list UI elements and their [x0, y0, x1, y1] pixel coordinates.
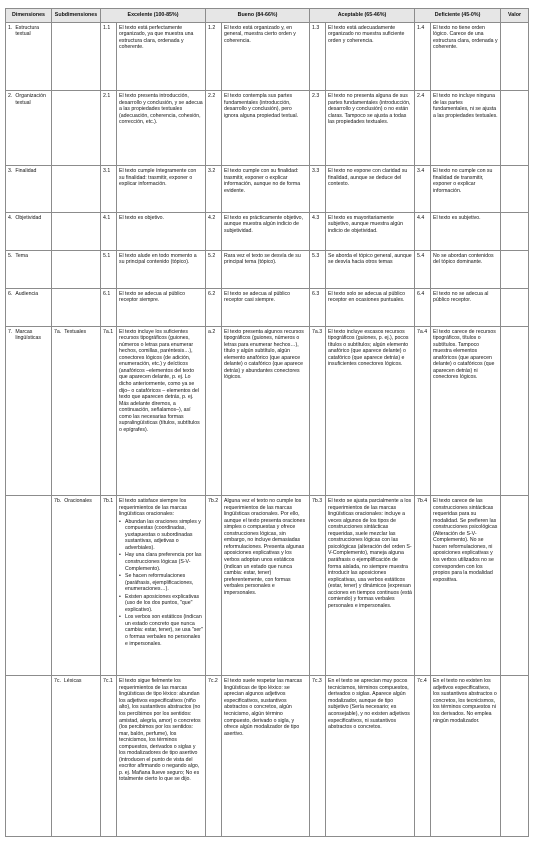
deficiente-text: El texto no cumple con su finalidad de transmitir, exponer o explicar información. [431, 165, 501, 212]
bueno-code: 5.2 [206, 250, 222, 288]
bueno-text: Alguna vez el texto no cumple los requerimientos de las marcas lingüísticas oracionales. Por ello, aunque el texto presenta oraciones simples o compuestas y ofrece construcciones lógicas, sin embargo, no incluye demasiadas reformulaciones. Presenta algunas aposiciones explicativas y los verbos adoptan unos estáticos (indican un estado que nunca cambia: estar, tener) preferentemente, con formas verbales personales e impersonales. [222, 496, 310, 676]
dimension-number: 6. [8, 290, 13, 297]
deficiente-code: 1.4 [415, 22, 431, 90]
excelente-text: El texto incluye los suficientes recursos tipográficos (guiones, números o letras para enumerar hechos, comillas, paréntesis…), conectores lógicos (de adición, enumeración, etc.) y deícticos (anafóricos –elementos del texto que aparecen delante, p. ej. Lo dicho anteriormente, como ya se dijo– o catafóricos – elementos del texto que aparecen detrás, p. ej. Más adelante diremos, a continuación, señalamos–), así como las necesarias formas supralingüísticas (títulos, subtítulos o epígrafes). [117, 326, 206, 495]
dimension-cell [6, 326, 52, 495]
deficiente-code: 3.4 [415, 165, 431, 212]
header-valor: Valor [501, 9, 529, 23]
subdimension-label: Oracionales [64, 498, 92, 505]
aceptable-code: 7c.3 [310, 676, 326, 837]
aceptable-code: 4.3 [310, 212, 326, 250]
subdimension-number: 7a. [54, 328, 62, 335]
bueno-code: a.2 [206, 326, 222, 495]
bueno-code: 7b.2 [206, 496, 222, 676]
deficiente-text: El texto no incluye ninguna de las partes fundamentales, ni se ajusta a las propiedades textuales. [431, 91, 501, 166]
valor-cell[interactable] [501, 288, 529, 326]
bullet-icon: • [119, 593, 121, 600]
excelente-code: 2.1 [101, 91, 117, 166]
excelente-code: 5.1 [101, 250, 117, 288]
subdimension-number: 7b. [54, 498, 62, 505]
valor-cell[interactable] [501, 91, 529, 166]
table-row [6, 165, 529, 212]
table-row [6, 326, 529, 495]
bueno-text: El texto está organizado y, en general, muestra cierto orden y coherencia. [222, 22, 310, 90]
dimension-label: Marcas lingüísticas [15, 328, 41, 342]
header-dimensiones: Dimensiones [6, 9, 52, 23]
excelente-code: 6.1 [101, 288, 117, 326]
subdimension-label: Textuales [64, 328, 87, 335]
aceptable-code: 6.3 [310, 288, 326, 326]
dimension-label: Objetividad [15, 214, 42, 221]
excelente-code: 7c.1 [101, 676, 117, 837]
deficiente-text: El texto carece de las construcciones sintácticas requeridas para su modalidad. Se prefieren las construcciones psicológicas (Alteración de S-V-Complemento). No se hacen reformulaciones, ni aposiciones explicativas y los verbos utilizados no se corresponden con los propios para la modalidad expositiva. [431, 496, 501, 676]
aceptable-text: El texto incluye escasos recursos tipográficos (guiones, p. ej.), pocos títulos o subtítulos; algún elemento anafórico (que aparece delante) o catafórico (que aparece detrás) e insuficientes conectores lógicos. [326, 326, 415, 495]
valor-cell[interactable] [501, 250, 529, 288]
dimension-number: 3. [8, 167, 13, 174]
table-row [6, 496, 529, 676]
subdimension-cell [52, 212, 101, 250]
excelente-text: El texto alude en todo momento a su principal contenido (tópico). [117, 250, 206, 288]
bullet-list [119, 519, 203, 647]
dimension-cell [6, 676, 52, 837]
excelente-code: 7b.1 [101, 496, 117, 676]
deficiente-code: 7b.4 [415, 496, 431, 676]
deficiente-code: 5.4 [415, 250, 431, 288]
subdimension-cell [52, 326, 101, 495]
list-item [119, 594, 203, 614]
list-item [119, 614, 203, 647]
list-item-text: Existen aposiciones explicativas (uso de los dos puntos, "que" explicativo). [125, 593, 200, 613]
deficiente-text: El texto carece de recursos tipográficos, títulos o subtítulos. Tampoco muestra elementos anafóricos (que aparecen delante) o catafóricos (que aparecen detrás) ni conectores lógicos. [431, 326, 501, 495]
excelente-text: El texto sigue fielmente los requerimientos de las marcas lingüísticas de tipo léxico: abundan los adjetivos especificativos (niño alto), los sustantivos abstractos (no los percibimos por los sentidos: amistad, alegría, amor) o concretos (los percibimos por los sentidos: mar, balón, perfume), los tecnicismos, los términos compuestos, derivados o siglas y los modalizadores de tipo asertivo (introducen el punto de vista del escritor afirmando o negando algo, p. ej. Mañana llueve seguro; No es totalmente cierto lo que se dijo. [117, 676, 206, 837]
deficiente-code: 4.4 [415, 212, 431, 250]
aceptable-code: 3.3 [310, 165, 326, 212]
aceptable-code: 7a.3 [310, 326, 326, 495]
aceptable-text: El texto solo se adecua al público receptor en ocasiones puntuales. [326, 288, 415, 326]
deficiente-text: En el texto no existen los adjetivos especificativos, los sustantivos abstractos o concretos, los tecnicismos, los términos compuestos ni los derivados. No emplea ningún modalizador. [431, 676, 501, 837]
bueno-code: 7c.2 [206, 676, 222, 837]
dimension-cell [6, 288, 52, 326]
excelente-text: El texto se adecua al público receptor siempre. [117, 288, 206, 326]
deficiente-text: No se abordan contenidos del tópico dominante. [431, 250, 501, 288]
subdimension-cell [52, 91, 101, 166]
table-row [6, 250, 529, 288]
valor-cell[interactable] [501, 22, 529, 90]
subdimension-label: Léxicas [63, 678, 82, 685]
bueno-text: El texto es prácticamente objetivo, aunque muestra algún indicio de subjetividad. [222, 212, 310, 250]
aceptable-text: El texto está adecuadamente organizado no muestra suficiente orden y coherencia. [326, 22, 415, 90]
dimension-cell [6, 165, 52, 212]
dimension-number: 1. [8, 24, 13, 31]
bueno-text: El texto se adecua al público receptor casi siempre. [222, 288, 310, 326]
subdimension-number: 7c. [54, 678, 61, 685]
table-row [6, 676, 529, 837]
dimension-cell [6, 22, 52, 90]
header-excelente: Excelente (100-85%) [101, 9, 206, 23]
deficiente-text: El texto no tiene orden lógico. Carece de una estructura clara, ordenada y coherente. [431, 22, 501, 90]
subdimension-cell [52, 676, 101, 837]
excelente-text: El texto es objetivo. [117, 212, 206, 250]
excelente-text-cell [117, 496, 206, 676]
dimension-number: 2. [8, 93, 13, 100]
valor-cell[interactable] [501, 326, 529, 495]
bueno-text: El texto contempla sus partes fundamentales (introducción, desarrollo y conclusión), pero ignora alguna propiedad textual. [222, 91, 310, 166]
evaluation-rubric-table [5, 8, 529, 837]
list-item-text: Abundan las oraciones simples y compuestas (coordinadas, yuxtapuestas o subordinadas sustantivas, adjetivas o adverbiales). [125, 518, 201, 551]
header-aceptable: Aceptable (65-46%) [310, 9, 415, 23]
header-bueno: Bueno (84-66%) [206, 9, 310, 23]
bueno-text: El texto presenta algunos recursos tipográficos (guiones, números o letras para enumerar hechos…), título y algún subtítulo, algún elemento anafórico (que aparece delante) o catafórico (que aparece detrás) y abundantes conectores lógicos. [222, 326, 310, 495]
aceptable-text: El texto se ajusta parcialmente a los requerimientos de las marcas lingüísticas oracionales: incluye a veces algunos de los tipos de construcciones sintácticas requeridas, suele mezclar las construcciones lógicas con las psicológicas (alteración del orden S-V-Complemento), maneja alguna paráfrasis o ejemplificación de forma aislada, no siempre muestra introducir las aposiciones explicativas, usa verbos estáticos (estar, tener) y dinámicos (expresan acciones en tiempos continuos (está comiendo) y formas verbales personales e impersonales. [326, 496, 415, 676]
subdimension-cell [52, 165, 101, 212]
aceptable-code: 2.3 [310, 91, 326, 166]
excelente-text: El texto cumple íntegramente con su finalidad: trasmitir, exponer o explicar información. [117, 165, 206, 212]
bueno-code: 4.2 [206, 212, 222, 250]
excelente-code: 3.1 [101, 165, 117, 212]
dimension-cell [6, 91, 52, 166]
excelente-text: El texto satisface siempre los requerimientos de las marcas lingüísticas oracionales: [119, 498, 188, 518]
excelente-code: 7a.1 [101, 326, 117, 495]
bueno-text: Rara vez el texto se desvía de su principal tema (tópico). [222, 250, 310, 288]
aceptable-text: En el texto se aprecian muy pocos tecnicismos, términos compuestos, derivados o siglas. Aparece algún modalizador, aunque de tipo subjetivo (Sería necesario; es aconsejable), y no existen adjetivos especificativos, ni sustantivos abstractos o concretos. [326, 676, 415, 837]
deficiente-code: 2.4 [415, 91, 431, 166]
dimension-cell [6, 212, 52, 250]
list-item-text: Hay una clara preferencia por las construcciones lógicas (S-V-Complemento). [125, 552, 202, 572]
deficiente-text: El texto no se adecua al público receptor. [431, 288, 501, 326]
excelente-code: 1.1 [101, 22, 117, 90]
bueno-code: 2.2 [206, 91, 222, 166]
deficiente-code: 7a.4 [415, 326, 431, 495]
aceptable-code: 7b.3 [310, 496, 326, 676]
deficiente-text: El texto es subjetivo. [431, 212, 501, 250]
dimension-cell [6, 250, 52, 288]
bueno-code: 6.2 [206, 288, 222, 326]
excelente-text: El texto está perfectamente organizado, ya que muestra una estructura clara, ordenada y coherente. [117, 22, 206, 90]
list-item-text: Los verbos son estáticos (indican un estado concreto que nunca cambia: estar, tener), se usa "ser" o formas verbales no personales e impersonales. [125, 614, 203, 647]
subdimension-cell [52, 250, 101, 288]
deficiente-code: 6.4 [415, 288, 431, 326]
dimension-label: Tema [15, 252, 29, 259]
dimension-number: 4. [8, 214, 13, 221]
aceptable-code: 1.3 [310, 22, 326, 90]
table-row [6, 288, 529, 326]
excelente-code: 4.1 [101, 212, 117, 250]
list-item [119, 573, 203, 593]
aceptable-text: El texto no expone con claridad su finalidad, aunque se deduce del contexto. [326, 165, 415, 212]
aceptable-text: Se aborda el tópico general, aunque se desvía hacia otros temas [326, 250, 415, 288]
aceptable-text: El texto es mayoritariamente subjetivo, aunque muestra algún indicio de objetividad. [326, 212, 415, 250]
dimension-number: 5. [8, 252, 13, 259]
table-header-row [6, 9, 529, 23]
bueno-text: El texto suele respetar las marcas lingüísticas de tipo léxico: se aprecian algunos adjetivos especificativos, sustantivos abstractos o concretos, algún tecnicismo, algún término compuesto, derivado o sigla, y ofrece algún modalizador de tipo asertivo. [222, 676, 310, 837]
bullet-icon: • [119, 573, 121, 580]
subdimension-cell [52, 496, 101, 676]
bueno-code: 3.2 [206, 165, 222, 212]
table-row [6, 212, 529, 250]
valor-cell[interactable] [501, 212, 529, 250]
bueno-text: El texto cumple con su finalidad: trasmitir, exponer o explicar información, aunque no de forma evidente. [222, 165, 310, 212]
dimension-number: 7. [8, 328, 13, 335]
excelente-text: El texto presenta introducción, desarrollo y conclusión, y se adecua a las propiedades textuales (adecuación, coherencia, cohesión, corrección, etc.). [117, 91, 206, 166]
valor-cell[interactable] [501, 676, 529, 837]
dimension-label: Organización textual [15, 93, 46, 106]
header-deficiente: Deficiente (45-0%) [415, 9, 501, 23]
subdimension-cell [52, 22, 101, 90]
bullet-icon: • [119, 614, 121, 621]
aceptable-code: 5.3 [310, 250, 326, 288]
subdimension-cell [52, 288, 101, 326]
dimension-cell [6, 496, 52, 676]
aceptable-text: El texto no presenta alguna de sus partes fundamentales (introducción, desarrollo y conclusión) o no están claras. Tampoco se ajusta a todas las propiedades textuales. [326, 91, 415, 166]
dimension-label: Finalidad [15, 167, 37, 174]
table-row [6, 22, 529, 90]
valor-cell[interactable] [501, 165, 529, 212]
dimension-label: Estructura textual [15, 24, 39, 38]
list-item-text: Se hacen reformulaciones (paráfrasis, ejemplificaciones, enumeraciones…). [125, 573, 194, 593]
dimension-label: Audiencia [15, 290, 39, 297]
list-item [119, 519, 203, 552]
bullet-icon: • [119, 518, 121, 525]
bueno-code: 1.2 [206, 22, 222, 90]
valor-cell[interactable] [501, 496, 529, 676]
bullet-icon: • [119, 552, 121, 559]
list-item [119, 552, 203, 572]
header-subdimensiones: Subdimensiones [52, 9, 101, 23]
deficiente-code: 7c.4 [415, 676, 431, 837]
table-row [6, 91, 529, 166]
